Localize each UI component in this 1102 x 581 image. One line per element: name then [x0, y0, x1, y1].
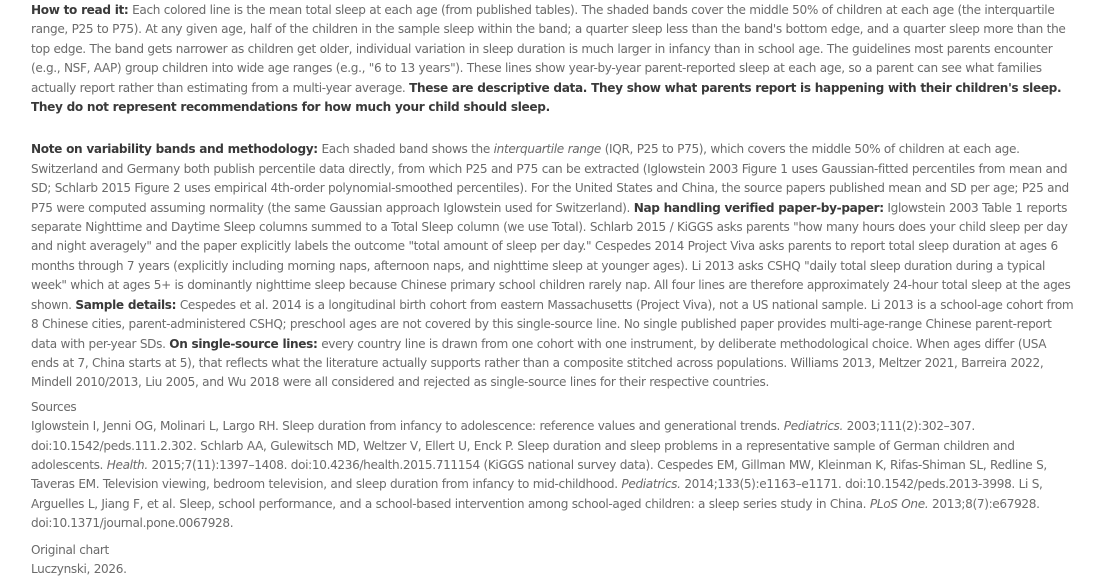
methodology-label: Note on variability bands and methodology:: [31, 142, 318, 157]
nap-handling-body: Iglowstein 2003 Table 1 reports separate Nighttime and Daytime Sleep columns summed to a Total Sleep column (we use Total). Schlarb 2015 / KiGGS asks parents "how many hours does your child sleep per day and night averagely" and the paper explicitly labels the outcome "total amount of sleep per day." Cespedes 2014 Project Viva asks parents to report total sleep duration at ages 6 months through 7 years (explicitly including morning naps, afternoon naps, and nighttime sleep at younger ages). Li 2013 asks CSHQ "daily total sleep duration during a typical week" which at ages 5+ is dominantly nighttime sleep because Chinese primary school children rarely nap. All four lines are therefore approximately 24-hour total sleep at the ages shown.: [31, 200, 1071, 312]
original-chart-credit: Luczynski, 2026.: [31, 561, 127, 576]
how-to-read-paragraph: [31, 1, 1077, 117]
descriptive-data-emphasis: These are descriptive data. They show what parents report is happening with their children's sleep. They do not represent recommendations for how much your child should sleep.: [31, 80, 1062, 115]
sample-details-label: Sample details:: [75, 297, 177, 312]
source-text-5: 2013;8(7):e67928. doi:10.1371/journal.pone.0067928.: [31, 496, 1040, 531]
single-source-label: On single-source lines:: [169, 336, 318, 351]
source-journal-1: Pediatrics.: [783, 419, 843, 434]
source-text-3: 2015;7(11):1397–1408. doi:10.4236/health.2015.711154 (KiGGS national survey data). Cespedes EM, Gillman MW, Kleinman K, Rifas-Shiman SL, Redline S, Taveras EM. Television viewing, bedroom television, and sleep duration from infancy to mid-childhood.: [31, 457, 1047, 492]
source-journal-4: PLoS One.: [869, 496, 929, 511]
source-journal-2: Health.: [106, 457, 148, 472]
sources-list: [31, 417, 1077, 533]
sources-heading: Sources: [31, 399, 77, 414]
article-notes: [31, 1, 1077, 579]
how-to-read-body: Each colored line is the mean total sleep at each age (from published tables). The shaded bands cover the middle 50% of children at each age (the interquartile range, P25 to P75). At any given age, half of the children in the sample sleep within the band; a quarter sleep less than the band's bottom edge, and a quarter sleep more than the top edge. The band gets narrower as children get older, individual variation in sleep duration is much larger in infancy than in school age. The guidelines most parents encounter (e.g., NSF, AAP) group children into wide age ranges (e.g., "6 to 13 years"). These lines show year-by-year parent-reported sleep at each age, so a parent can see what families actually report rather than estimating from a multi-year average.: [31, 3, 1066, 95]
source-text-1: Iglowstein I, Jenni OG, Molinari L, Largo RH. Sleep duration from infancy to adolescence: reference values and generational trends.: [31, 419, 784, 434]
nap-handling-label: Nap handling verified paper-by-paper:: [633, 200, 884, 215]
iqr-term: interquartile range: [493, 142, 601, 157]
source-journal-3: Pediatrics.: [621, 477, 681, 492]
original-chart-heading: Original chart: [31, 542, 109, 557]
methodology-paragraph: [31, 140, 1077, 392]
single-source-body: every country line is drawn from one cohort with one instrument, by deliberate methodological choice. When ages differ (USA ends at 7, China starts at 5), that reflects what the literature actually supports rather than a composite stitched across populations. Williams 2013, Meltzer 2021, Barreira 2022, Mindell 2010/2013, Liu 2005, and Wu 2018 were all considered and rejected as single-source lines for their respective countries.: [31, 336, 1047, 390]
sample-details-body: Cespedes et al. 2014 is a longitudinal birth cohort from eastern Massachusetts (Project Viva), not a US national sample. Li 2013 is a school-age cohort from 8 Chinese cities, parent-administered CSHQ; preschool ages are not covered by this single-source line. No single published paper provides multi-age-range Chinese parent-report data with per-year SDs.: [31, 297, 1074, 351]
methodology-body-1: Each shaded band shows the: [317, 142, 494, 157]
methodology-body-2: (IQR, P25 to P75), which covers the middle 50% of children at each age. Switzerland and Germany both publish percentile data directly, from which P25 and P75 can be extracted (Iglowstein 2003 Figure 1 uses Gaussian-fitted percentiles from mean and SD; Schlarb 2015 Figure 2 uses empirical 4th-order polynomial-smoothed percentiles). For the United States and China, the source papers published mean and SD per age; P25 and P75 were computed assuming normality (the same Gaussian approach Iglowstein used for Switzerland).: [31, 142, 1069, 215]
how-to-read-label: How to read it:: [31, 3, 129, 17]
source-text-2: 2003;111(2):302–307. doi:10.1542/peds.111.2.302. Schlarb AA, Gulewitsch MD, Weltzer V, Ellert U, Enck P. Sleep duration and sleep problems in a representative sample of German children and adolescents.: [31, 419, 1015, 472]
source-text-4: 2014;133(5):e1163–e1171. doi:10.1542/peds.2013-3998. Li S, Arguelles L, Jiang F, et al. Sleep, school performance, and a school-based intervention among school-aged children: a sleep series study in China.: [31, 477, 1043, 511]
